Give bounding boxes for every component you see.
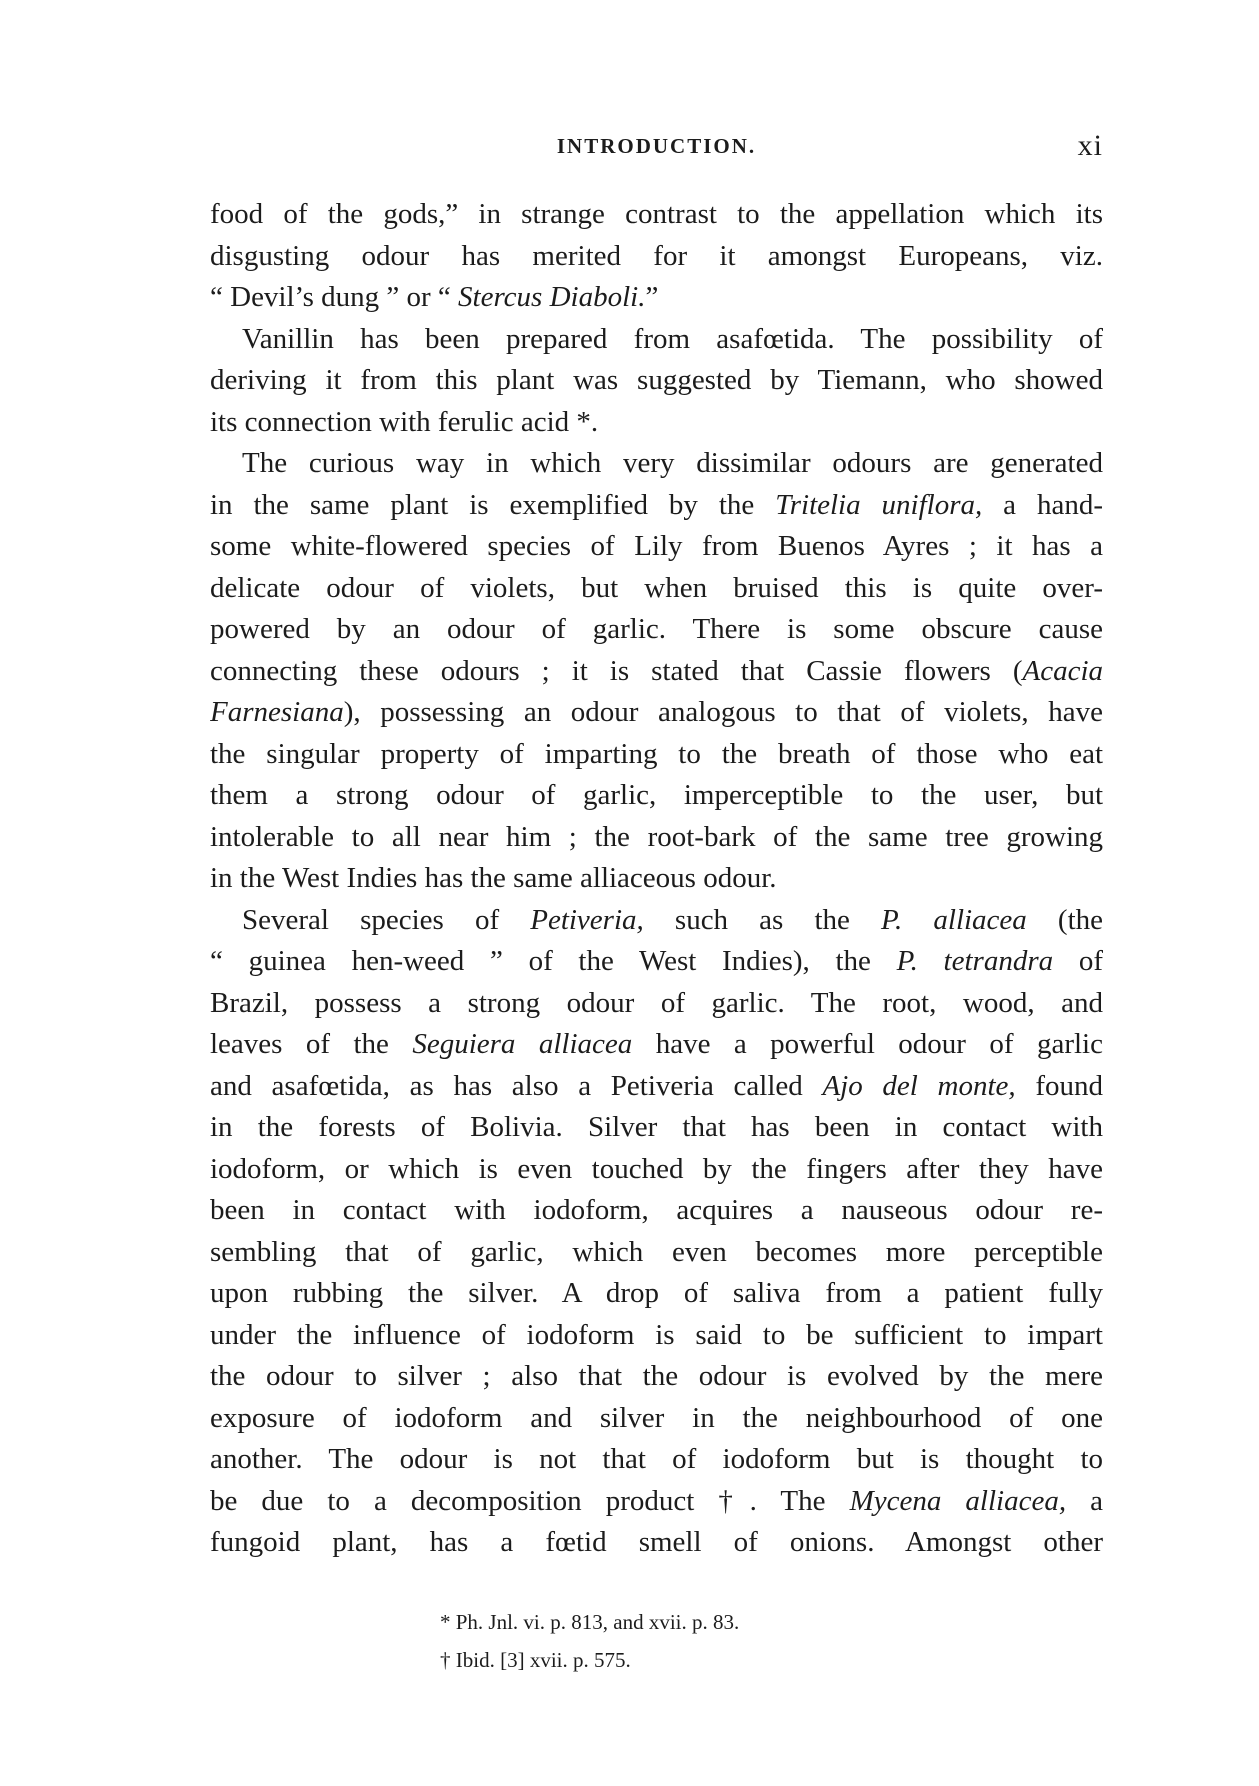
text-run: sembling that of garlic, which even becomes more perceptible xyxy=(210,1235,1103,1268)
text-run: another. The odour is not that of iodoform but is thought to xyxy=(210,1443,1103,1475)
text-line xyxy=(210,1024,1103,1066)
text-line xyxy=(210,1522,1103,1564)
text-run: the singular property of imparting to the breath of those who eat xyxy=(210,737,1103,770)
text-line xyxy=(210,568,1103,610)
text-line xyxy=(210,1315,1103,1357)
text-run: found xyxy=(1015,1069,1103,1102)
text-line xyxy=(210,443,1103,485)
text-run: fungoid plant, has a fœtid smell of onions. Amongst other xyxy=(210,1526,1103,1558)
running-title: INTRODUCTION. xyxy=(556,134,757,158)
italic-run: Acacia xyxy=(1022,654,1103,687)
text-run: delicate odour of violets, but when bruised this is quite over- xyxy=(210,571,1103,604)
text-line xyxy=(210,817,1103,859)
text-run: been in contact with iodoform, acquires a nauseous odour re- xyxy=(210,1194,1103,1226)
text-run: “ guinea hen-weed ” of the West Indies), the xyxy=(210,945,897,977)
text-line xyxy=(210,1232,1103,1274)
text-run: intolerable to all near him ; the root-bark of the same tree growing xyxy=(210,820,1103,853)
body-text xyxy=(210,194,1103,1564)
text-line xyxy=(210,236,1103,278)
text-line xyxy=(210,360,1103,402)
text-line xyxy=(210,277,1103,319)
text-line xyxy=(210,485,1103,527)
text-line xyxy=(210,526,1103,568)
text-run: such as the xyxy=(643,903,882,936)
text-line xyxy=(210,194,1103,236)
text-line xyxy=(210,1439,1103,1481)
italic-run: P. alliacea xyxy=(881,903,1027,936)
text-run: the odour to silver ; also that the odour is evolved by the mere xyxy=(210,1360,1103,1392)
italic-run: Petiveria, xyxy=(530,903,644,936)
text-line xyxy=(210,983,1103,1025)
text-run: under the influence of iodoform is said to be sufficient to impart xyxy=(210,1318,1103,1351)
text-run: them a strong odour of garlic, imperceptible to the user, but xyxy=(210,779,1103,811)
text-run: ” xyxy=(645,281,659,313)
text-run: in the West Indies has the same alliaceous odour. xyxy=(210,862,777,894)
text-line xyxy=(210,775,1103,817)
text-run: “ Devil’s dung ” or “ xyxy=(210,281,459,313)
text-run: (the xyxy=(1026,903,1103,936)
italic-run: Stercus Diaboli. xyxy=(458,281,646,313)
text-run: in the forests of Bolivia. Silver that has been in contact with xyxy=(210,1111,1103,1143)
italic-run: Mycena alliacea, xyxy=(849,1484,1067,1517)
text-run: powered by an odour of garlic. There is some obscure cause xyxy=(210,613,1103,645)
text-run: deriving it from this plant was suggested by Tiemann, who showed xyxy=(210,364,1103,396)
text-line xyxy=(210,651,1103,693)
text-line xyxy=(210,858,1103,900)
text-run: some white-flowered species of Lily from Buenos Ayres ; it has a xyxy=(210,530,1103,562)
text-run: ), possessing an odour analogous to that of violets, have xyxy=(343,696,1103,728)
italic-run: Tritelia uniflora, xyxy=(775,488,983,521)
text-line xyxy=(210,900,1103,942)
text-line xyxy=(210,1107,1103,1149)
text-run: of xyxy=(1053,945,1103,977)
text-run: connecting these odours ; it is stated that Cassie flowers ( xyxy=(210,654,1023,687)
text-line xyxy=(210,1190,1103,1232)
text-run: Brazil, possess a strong odour of garlic. The root, wood, and xyxy=(210,986,1103,1019)
text-line xyxy=(210,1066,1103,1108)
text-run: be due to a decomposition product †. The xyxy=(210,1484,850,1517)
text-run: leaves of the xyxy=(210,1028,413,1060)
footnotes xyxy=(440,1603,940,1679)
text-line xyxy=(210,692,1103,734)
text-run: The curious way in which very dissimilar odours are generated xyxy=(242,447,1103,479)
text-run: disgusting odour has merited for it amongst Europeans, viz. xyxy=(210,239,1103,272)
text-line xyxy=(210,1481,1103,1523)
text-run: upon rubbing the silver. A drop of saliva from a patient fully xyxy=(210,1277,1103,1309)
text-run: Vanillin has been prepared from asafœtida. The possibility of xyxy=(242,322,1103,355)
text-line xyxy=(210,1398,1103,1440)
text-run: iodoform, or which is even touched by the fingers after they have xyxy=(210,1152,1103,1185)
text-line xyxy=(210,1273,1103,1315)
text-line xyxy=(210,734,1103,776)
text-line xyxy=(210,1149,1103,1191)
text-run: a xyxy=(1066,1484,1103,1517)
text-run: exposure of iodoform and silver in the neighbourhood of one xyxy=(210,1401,1103,1434)
italic-run: Seguiera alliacea xyxy=(412,1028,633,1060)
italic-run: P. tetrandra xyxy=(896,945,1054,977)
italic-run: Farnesiana xyxy=(210,696,344,728)
text-run: food of the gods,” in strange contrast to the appellation which its xyxy=(210,198,1103,230)
text-run: have a powerful odour of garlic xyxy=(632,1028,1103,1060)
text-line xyxy=(210,941,1103,983)
footnote: † Ibid. [3] xvii. p. 575. xyxy=(440,1648,631,1672)
text-line xyxy=(210,402,1103,444)
footnote: * Ph. Jnl. vi. p. 813, and xvii. p. 83. xyxy=(440,1610,740,1634)
text-line xyxy=(210,319,1103,361)
text-run: in the same plant is exemplified by the xyxy=(210,488,776,521)
text-line xyxy=(210,1356,1103,1398)
text-run: a hand- xyxy=(982,488,1103,521)
running-head xyxy=(210,126,1103,166)
text-run: Several species of xyxy=(242,903,531,936)
text-run: its connection with ferulic acid *. xyxy=(210,405,599,438)
text-run: and asafœtida, as has also a Petiveria called xyxy=(210,1069,823,1102)
page-number: xi xyxy=(1077,129,1103,162)
italic-run: Ajo del monte, xyxy=(822,1069,1016,1102)
text-line xyxy=(210,609,1103,651)
